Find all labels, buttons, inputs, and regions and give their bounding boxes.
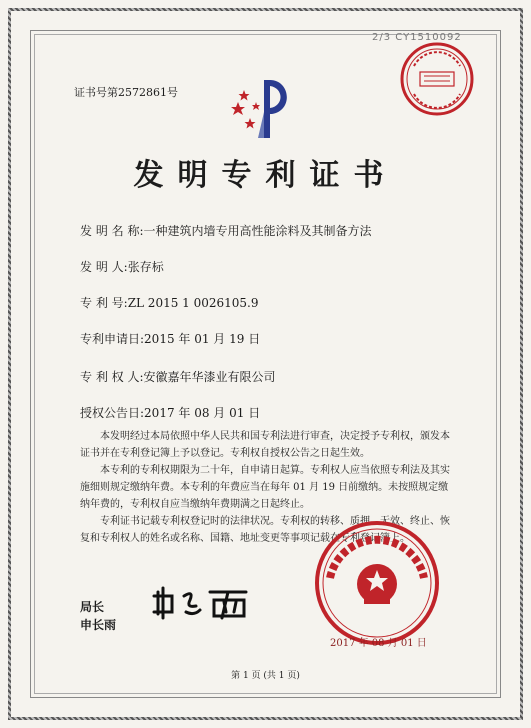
signatory-role: 局长: [80, 600, 105, 614]
field-invention-name: [80, 222, 372, 239]
agency-seal-icon: [398, 40, 476, 118]
field-value: 2015 年 01 月 19 日: [144, 332, 261, 346]
seal-date: 2017 年 08 月 01 日: [330, 638, 427, 649]
field-value: 张存标: [127, 260, 164, 274]
body-paragraph: 专利证书记载专利权登记时的法律状况。专利权的转移、质押、无效、终止、恢复和专利权人的姓名或名称、国籍、地址变更等事项记载在专利登记簿上。: [80, 516, 450, 544]
certificate-number: 证书号第2572861号: [74, 86, 178, 99]
signatory-name: 申长雨: [80, 618, 117, 632]
field-label: 专 利 权 人:: [80, 370, 144, 384]
page-number: 第 1 页 (共 1 页): [231, 671, 300, 681]
signatory-block: [80, 598, 116, 634]
field-patent-number: [80, 294, 259, 311]
field-label: 专 利 号:: [80, 296, 128, 310]
patent-office-logo-icon: [228, 72, 300, 142]
certificate-title: 发明专利证书: [133, 158, 398, 193]
field-application-date: [80, 330, 260, 347]
field-value: 安徽嘉年华漆业有限公司: [143, 370, 276, 384]
field-label: 发 明 人:: [80, 260, 128, 274]
field-value: ZL 2015 1 0026105.9: [127, 296, 259, 310]
field-label: 发 明 名 称:: [80, 224, 144, 238]
field-grant-date: [80, 404, 260, 421]
field-patentee: [80, 368, 276, 385]
body-paragraph: 本发明经过本局依照中华人民共和国专利法进行审查，决定授予专利权，颁发本证书并在专利登记簿上予以登记。专利权自授权公告之日起生效。: [80, 431, 450, 459]
field-label: 专利申请日:: [80, 332, 145, 346]
body-paragraph: 本专利的专利权期限为二十年，自申请日起算。专利权人应当依照专利法及其实施细则规定缴纳年费。本专利的年费应当在每年 01 月 19 日前缴纳。未按照规定缴纳年费的，专利权自应当缴纳年费期满之日起终止。: [80, 465, 450, 510]
field-inventor: [80, 258, 164, 275]
national-ip-seal-icon: [312, 518, 442, 648]
handwritten-note: 2/3 CY1510092: [372, 32, 462, 43]
field-value: 2017 年 08 月 01 日: [144, 406, 261, 420]
field-label: 授权公告日:: [80, 406, 145, 420]
field-value: 一种建筑内墙专用高性能涂料及其制备方法: [143, 224, 372, 238]
handwritten-signature: [150, 582, 260, 622]
